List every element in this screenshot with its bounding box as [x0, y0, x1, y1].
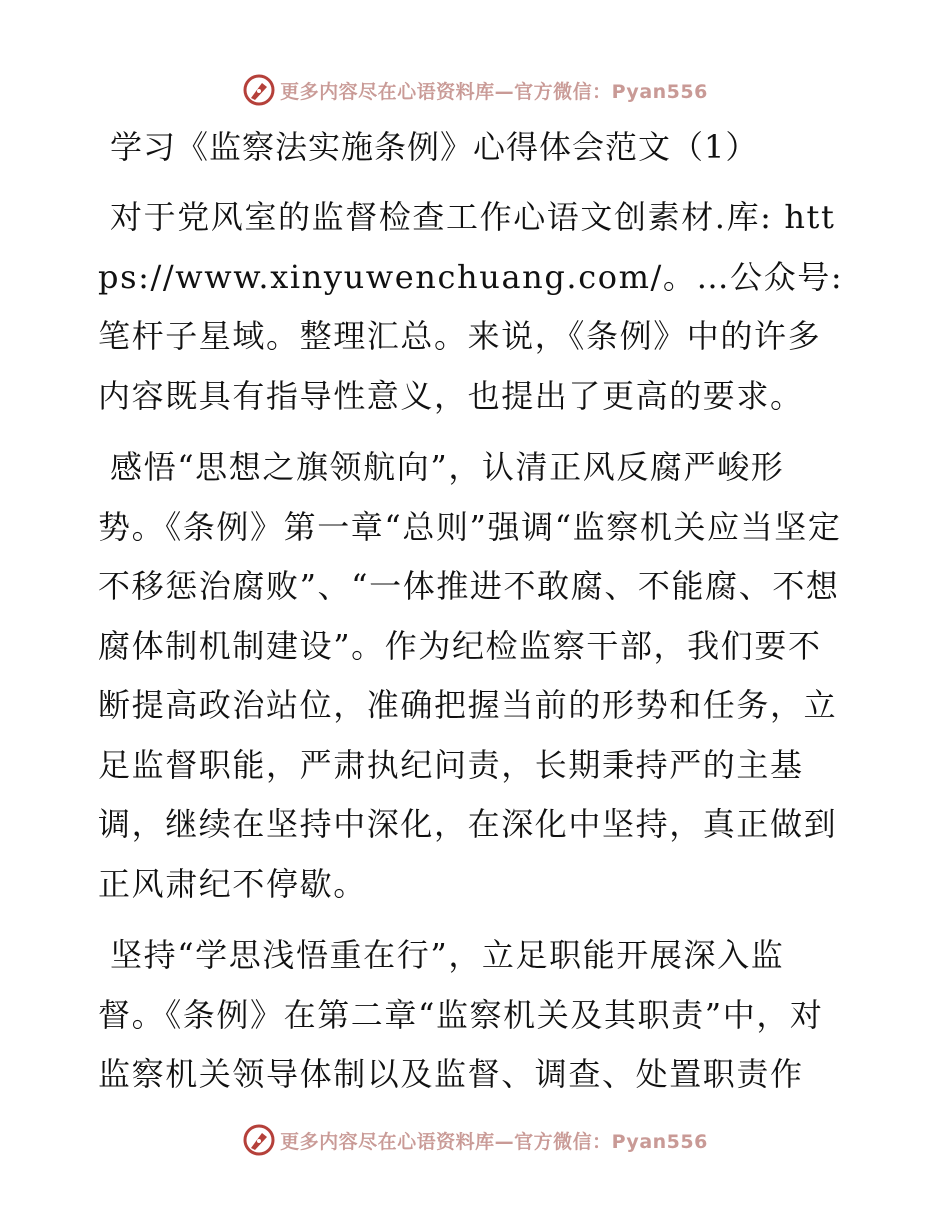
watermark-text: 更多内容尽在心语资料库—官方微信：Pyan556 — [280, 80, 708, 103]
pen-nib-circle-icon — [242, 1123, 276, 1157]
pen-nib-circle-icon — [242, 73, 276, 107]
document-title: 学习《监察法实施条例》心得体会范文（1） — [110, 128, 759, 166]
paragraph-3: 坚持“学思浅悟重在行”，立足职能开展深入监督。《条例》在第二章“监察机关及其职责”中，对监察机关领导体制以及监督、调查、处置职责作 — [98, 936, 824, 1093]
footer-watermark — [0, 1120, 950, 1160]
paragraph-1: 对于党风室的监督检查工作心语文创素材.库: https://www.xinyuwenchuang.com/。…公众号:笔杆子星域。整理汇总。来说，《条例》中的许多内容既具有指导性意义，也提出了更高的要求。 — [98, 198, 844, 415]
watermark-text: 更多内容尽在心语资料库—官方微信：Pyan556 — [280, 1130, 708, 1153]
paragraph-2: 感悟“思想之旗领航向”，认清正风反腐严峻形势。《条例》第一章“总则”强调“监察机关应当坚定不移惩治腐败”、“一体推进不敢腐、不能腐、不想腐体制机制建设”。作为纪检监察干部，我们要不断提高政治站位，准确把握当前的形势和任务，立足监督职能，严肃执纪问责，长期秉持严的主基调，继续在坚持中深化，在深化中坚持，真正做到正风肃纪不停歇。 — [98, 448, 842, 903]
document-body — [98, 118, 850, 1117]
header-watermark — [0, 70, 950, 110]
